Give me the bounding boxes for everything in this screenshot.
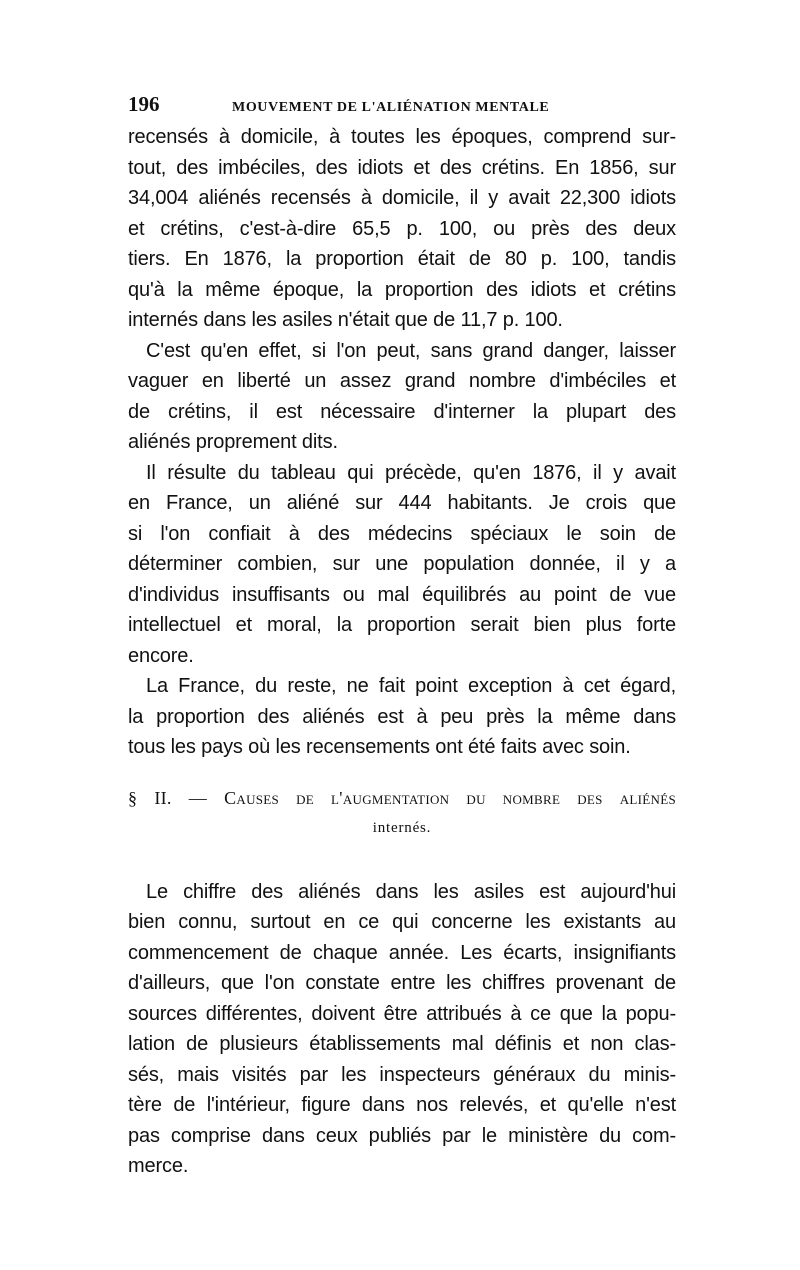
text-line: de crétins, il est nécessaire d'interner la plupart des [128, 400, 676, 423]
text-line: vaguer en liberté un assez grand nombre d'imbéciles et [128, 370, 676, 392]
text-line: intellectuel et moral, la proportion serait bien plus forte [128, 614, 676, 636]
paragraph-1 [128, 122, 676, 336]
text-line: tiers. En 1876, la proportion était de 80 p. 100, tandis [128, 248, 676, 270]
text-line: La France, du reste, ne fait point exception à cet égard, [146, 675, 676, 697]
text-line: tère de l'intérieur, figure dans nos relevés, et qu'elle n'est [128, 1094, 676, 1116]
section-heading [128, 783, 676, 843]
text-line: Le chiffre des aliénés dans les asiles est aujourd'hui [146, 880, 676, 903]
text-line: d'ailleurs, que l'on constate entre les chiffres provenant de [128, 972, 676, 994]
text-line: tout, des imbéciles, des idiots et des crétins. En 1856, sur [128, 156, 676, 179]
text-line: 34,004 aliénés recensés à domicile, il y avait 22,300 idiots [128, 187, 676, 209]
text-line: et crétins, c'est-à-dire 65,5 p. 100, ou près des deux [128, 217, 676, 240]
text-line: tous les pays où les recensements ont été faits avec soin. [128, 736, 631, 758]
text-line: lation de plusieurs établissements mal définis et non clas- [128, 1033, 676, 1055]
section-heading-line-1: § II. — Causes de l'augmentation du nombre des aliénés [128, 787, 676, 808]
text-line: commencement de chaque année. Les écarts, insignifiants [128, 941, 676, 964]
text-line: merce. [128, 1155, 189, 1177]
paragraph-4 [128, 671, 676, 763]
text-line: d'individus insuffisants ou mal équilibrés au point de vue [128, 583, 676, 606]
text-line: internés dans les asiles n'était que de 11,7 p. 100. [128, 309, 563, 331]
text-line: en France, un aliéné sur 444 habitants. Je crois que [128, 492, 676, 514]
text-line: sés, mais visités par les inspecteurs généraux du minis- [128, 1063, 676, 1086]
body-text-top [128, 122, 676, 763]
text-line: déterminer combien, sur une population donnée, il y a [128, 553, 676, 575]
running-title: MOUVEMENT DE L'ALIÉNATION MENTALE [232, 100, 550, 115]
text-line: qu'à la même époque, la proportion des idiots et crétins [128, 278, 676, 301]
text-line: aliénés proprement dits. [128, 431, 338, 453]
text-line: recensés à domicile, à toutes les époques, comprend sur- [128, 126, 676, 148]
text-line: pas comprise dans ceux publiés par le ministère du com- [128, 1124, 676, 1147]
text-line: Il résulte du tableau qui précède, qu'en 1876, il y avait [146, 461, 676, 484]
text-line: C'est qu'en effet, si l'on peut, sans grand danger, laisser [146, 339, 676, 362]
text-line: la proportion des aliénés est à peu près la même dans [128, 705, 676, 728]
body-text-bottom [128, 877, 676, 1182]
book-page [128, 92, 676, 1182]
text-line: si l'on confiait à des médecins spéciaux le soin de [128, 522, 676, 545]
paragraph-5 [128, 877, 676, 1182]
paragraph-2 [128, 336, 676, 458]
text-line: bien connu, surtout en ce qui concerne les existants au [128, 911, 676, 933]
text-line: encore. [128, 644, 194, 667]
section-heading-line-2: internés. [372, 819, 432, 836]
page-number: 196 [128, 92, 160, 116]
text-line: sources différentes, doivent être attribués à ce que la popu- [128, 1002, 676, 1025]
running-head [128, 92, 676, 122]
paragraph-3 [128, 458, 676, 672]
